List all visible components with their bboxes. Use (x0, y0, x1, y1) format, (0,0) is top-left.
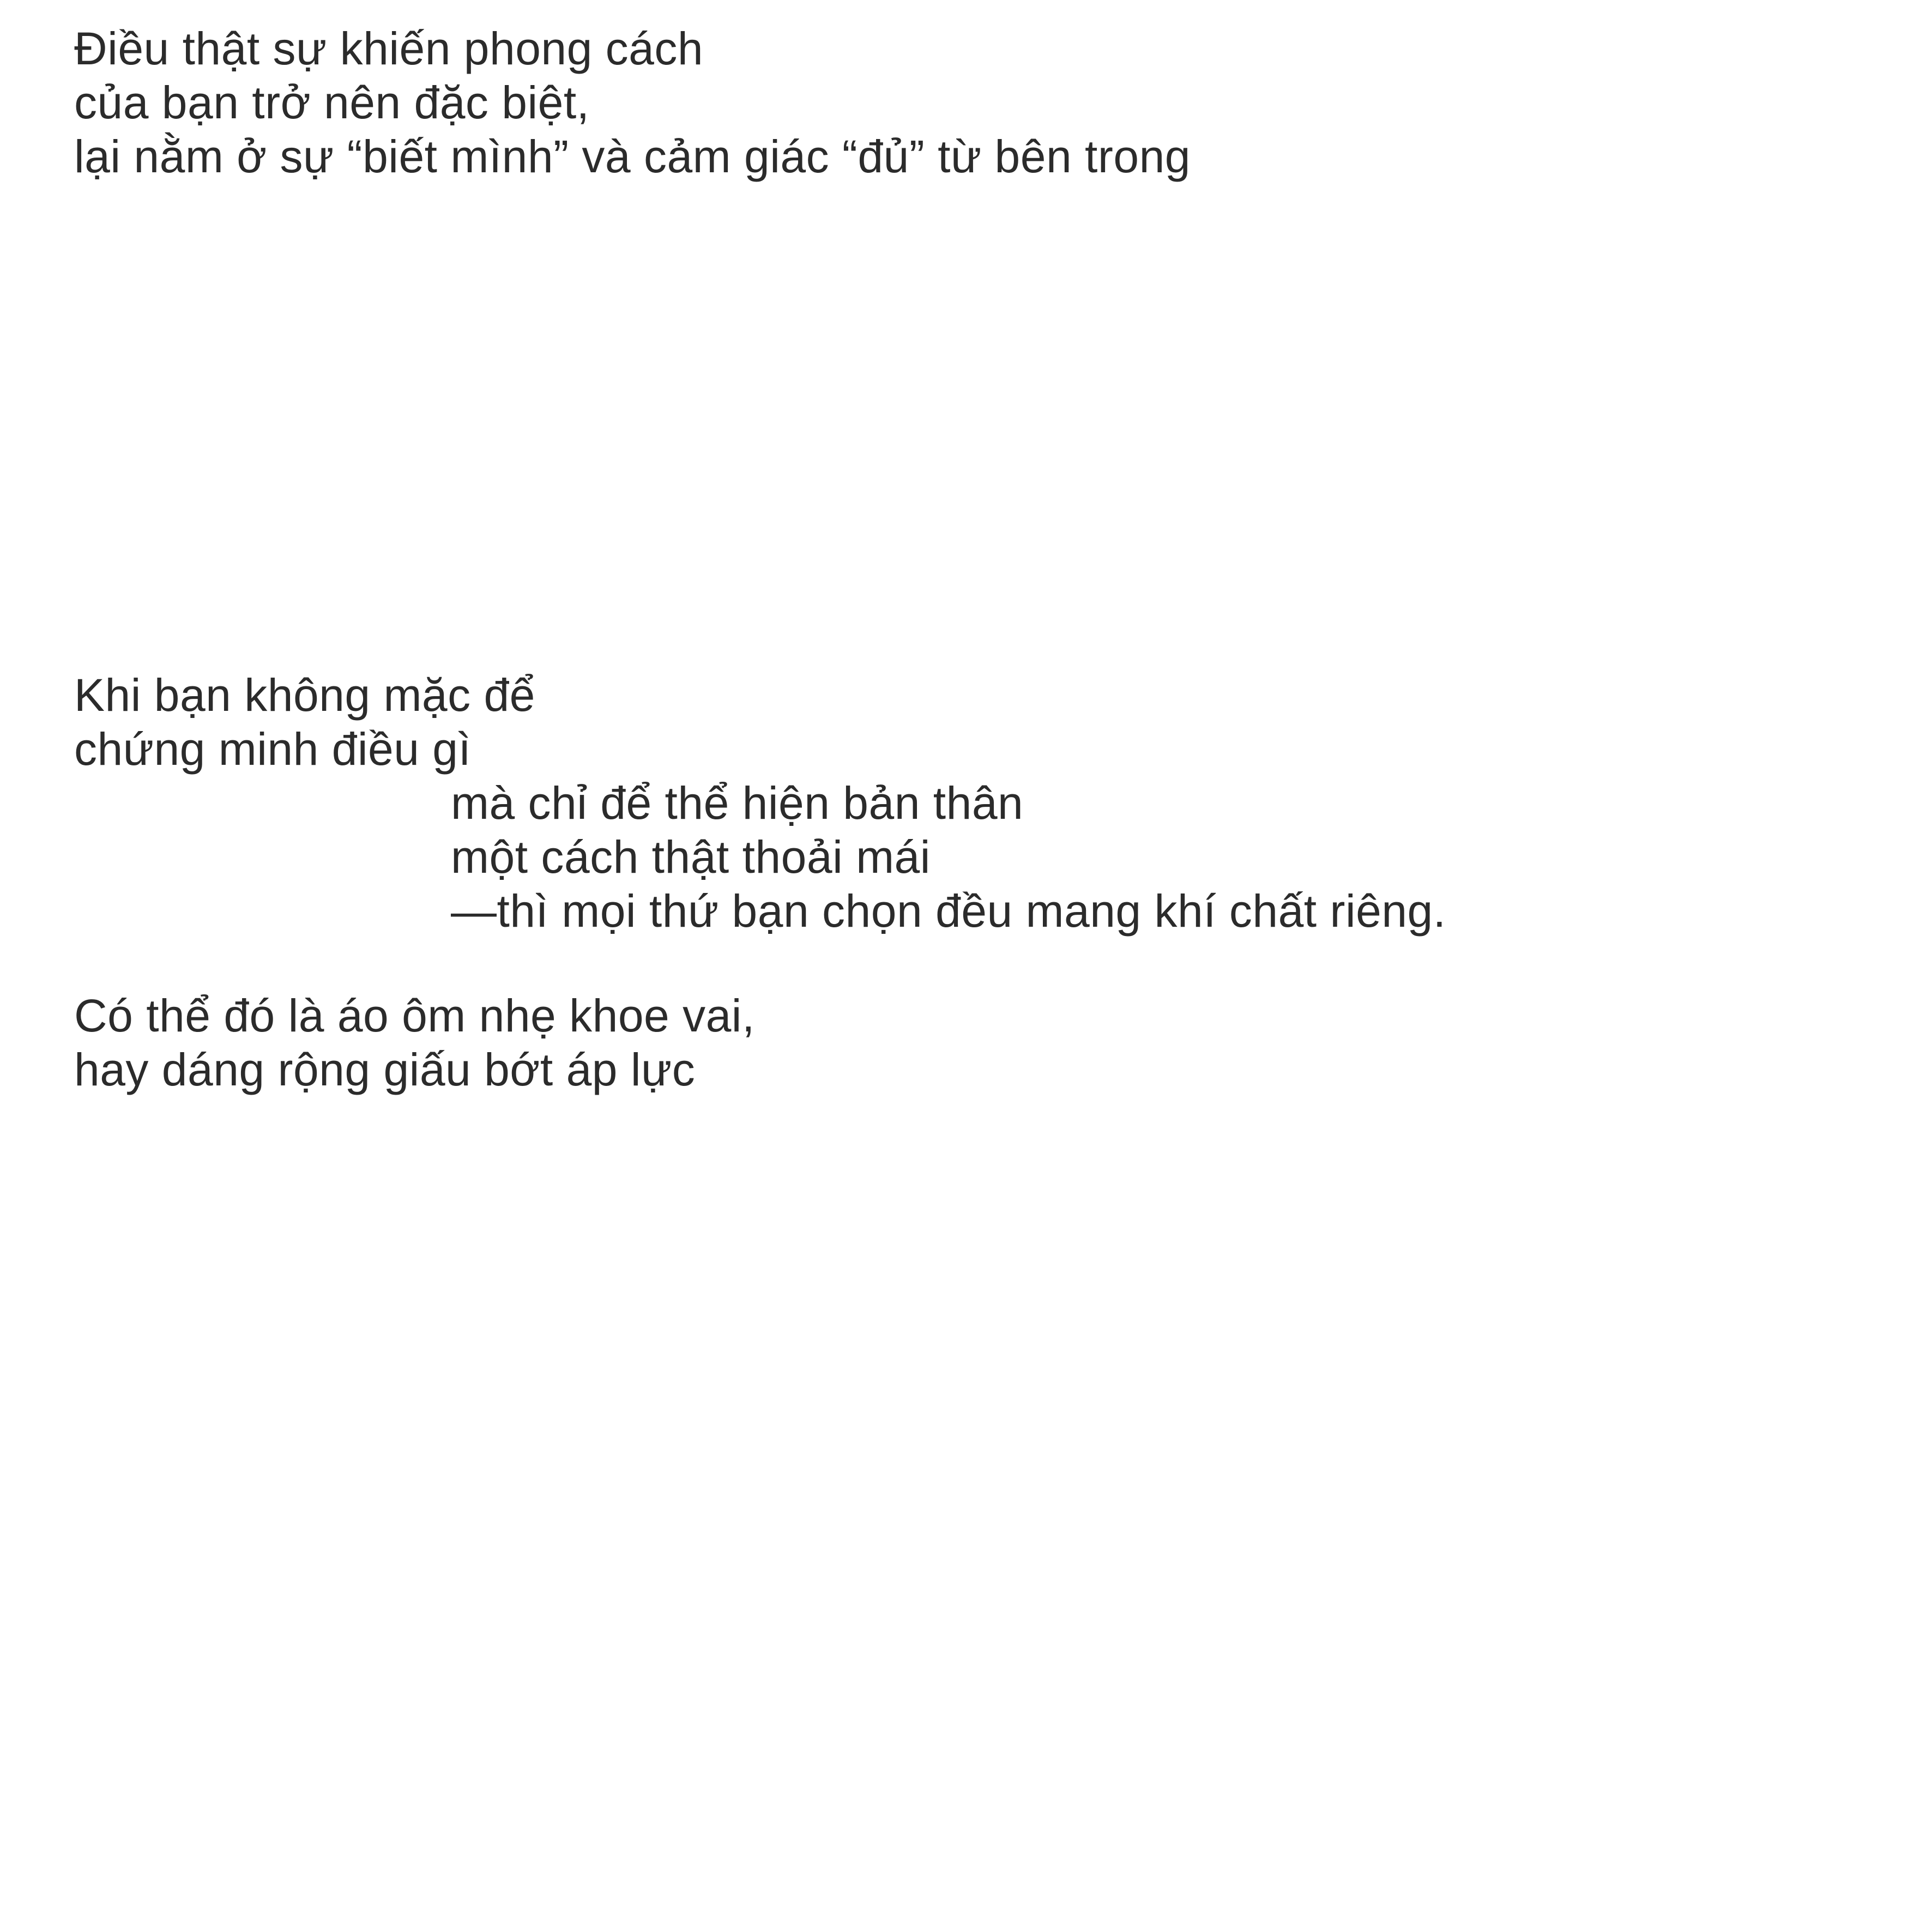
paragraph-closing (74, 989, 755, 1097)
text-line-indented: mà chỉ để thể hiện bản thân (451, 777, 1024, 829)
text-line-indented: —thì mọi thứ bạn chọn đều mang khí chất riêng. (451, 885, 1446, 937)
paragraph-opening (74, 22, 1191, 184)
text-line-indented: một cách thật thoải mái (451, 831, 931, 883)
text-line: lại nằm ở sự “biết mình” và cảm giác “đủ” từ bên trong (74, 131, 1191, 182)
text-line: Điều thật sự khiến phong cách (74, 23, 704, 74)
text-line: chứng minh điều gì (74, 723, 472, 775)
text-line: của bạn trở nên đặc biệt, (74, 77, 590, 128)
paragraph-middle (74, 668, 1446, 938)
text-line: Khi bạn không mặc để (74, 669, 535, 721)
text-line: hay dáng rộng giấu bớt áp lực (74, 1044, 696, 1095)
text-line: Có thể đó là áo ôm nhẹ khoe vai, (74, 990, 755, 1041)
